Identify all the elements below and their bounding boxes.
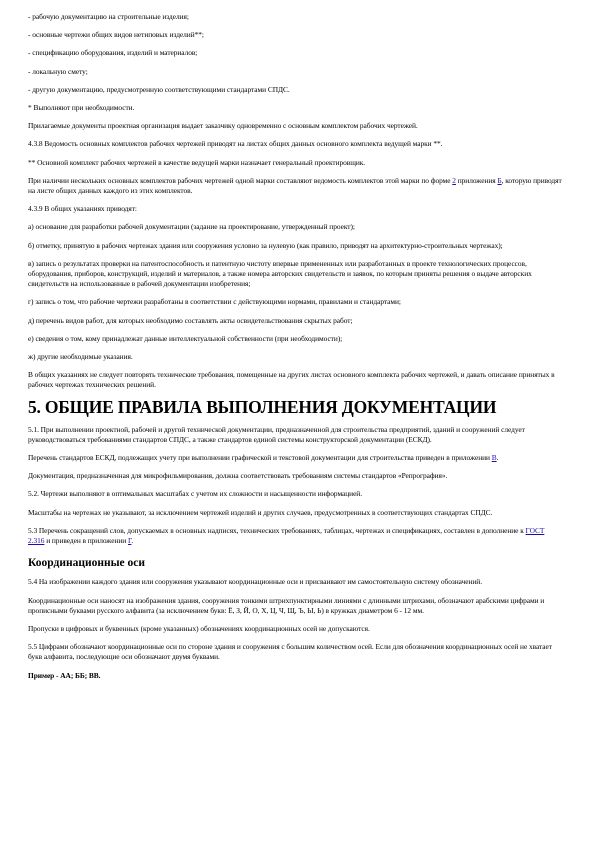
paragraph: 5.5 Цифрами обозначают координационные оси по стороне здания и сооружения с большим количеством осей. Если для обозначения координационных осей не хватает букв алфавита, последующие оси обозначают двумя буквами. [28,642,552,662]
list-item: г) запись о том, что рабочие чертежи разработаны в соответствии с действующими нормами, правилами и стандартами; [28,297,401,307]
paragraph: 5.4 На изображении каждого здания или сооружения указывают координационные оси и присваивают им самостоятельную систему обозначений. [28,577,483,587]
link-appendix-b[interactable]: Б [497,175,502,185]
paragraph: Документация, предназначенная для микрофильмирования, должна соответствовать требованиям системы стандартов «Репрография». [28,471,448,481]
paragraph: Пропуски в цифровых и буквенных (кроме указанных) обозначениях координационных осей не допускаются. [28,623,370,633]
paragraph: Прилагаемые документы проектная организация выдает заказчику одновременно с основным комплектом рабочих чертежей. [28,121,418,131]
list-item: а) основание для разработки рабочей документации (задание на проектирование, утвержденный проект); [28,222,355,232]
text: . [131,536,134,546]
list-item: д) перечень видов работ, для которых необходимо составлять акты освидетельствования скрытых работ; [28,315,353,325]
paragraph: 4.3.9 В общих указаниях приводят: [28,204,137,214]
paragraph: Координационные оси наносят на изображения здания, сооружения тонкими штрихпунктирными линиями с длинными штрихами, обозначают арабскими цифрами и прописными буквами русского алфавита (за исключением букв: Ё, З, Й, О, Х, Ц, Ч, Щ, Ъ, Ы, Ь) в кружках диаметром 6 - 12 мм. [28,595,545,615]
paragraph: В общих указаниях не следует повторять технические требования, помещенные на других листах основного комплекта рабочих чертежей, и давать описание принятых в рабочих чертежах технических решений. [28,370,555,390]
link-gost-2316[interactable]: ГОСТ 2.316 [28,525,545,546]
paragraph [28,176,562,196]
text: 5.3 Перечень сокращений слов, допускаемых в основных надписях, технических требованиях, таблицах, чертежах и спецификациях, составлен в дополнение к [28,525,526,535]
list-item: в) запись о результатах проверки на патентоспособность и патентную чистоту впервые примененных или разработанных в проекте технологических процессов, оборудования, приборов, конструкций, изделий и материалов, а также номера авторских свидетельств и заявок, по которым приняты решения о выдаче авторских свидетельств на использованные в рабочей документации изобретения; [28,258,532,289]
list-item: - другую документацию, предусмотренную соответствующими стандартами СПДС. [28,84,290,94]
section-heading: 5. ОБЩИЕ ПРАВИЛА ВЫПОЛНЕНИЯ ДОКУМЕНТАЦИИ [28,396,497,417]
paragraph [28,453,562,463]
document-page [28,12,562,681]
list-item: - спецификацию оборудования, изделий и материалов; [28,48,198,58]
example-text: Пример - АА; ББ; ВВ. [28,670,101,680]
paragraph: 5.2. Чертежи выполняют в оптимальных масштабах с учетом их сложности и насыщенности информацией. [28,489,363,499]
paragraph: 5.1. При выполнении проектной, рабочей и другой технической документации, предназначенной для строительства предприятий, зданий и сооружений следует руководствоваться требованиями стандартов СПДС, а также стандартов единой системы конструкторской документации (ЕСКД). [28,424,525,444]
footnote: ** Основной комплект рабочих чертежей в качестве ведущей марки назначает генеральный проектировщик. [28,157,366,167]
list-item: ж) другие необходимые указания. [28,352,133,362]
text: , которую приводят на листе общих данных каждого из этих комплектов. [28,175,562,196]
text: приложения [455,175,498,185]
text: При наличии нескольких основных комплектов рабочих чертежей одной марки составляют ведомость комплектов этой марки по форме [28,175,453,185]
text: и приведен в приложении [44,536,129,546]
link-appendix-v[interactable]: В [491,453,497,463]
paragraph: 4.3.8 Ведомость основных комплектов рабочих чертежей приводят на листах общих данных основного комплекта ведущей марки **. [28,139,443,149]
list-item: б) отметку, принятую в рабочих чертежах здания или сооружения условно за нулевую (как правило, приводят на архитектурно-строительных чертежах); [28,240,503,250]
list-item: - основные чертежи общих видов нетиповых изделий**; [28,30,204,40]
text: . [496,453,499,463]
list-item: - рабочую документацию на строительные изделия; [28,12,189,21]
text: Перечень стандартов ЕСКД, подлежащих учету при выполнении графической и текстовой документации для строительства приведен в приложении [28,453,492,463]
footnote: * Выполняют при необходимости. [28,103,135,113]
subsection-heading: Координационные оси [28,557,146,570]
paragraph [28,526,562,546]
paragraph: Масштабы на чертежах не указывают, за исключением чертежей изделий и других случаев, предусмотренных в соответствующих стандартах СПДС. [28,507,493,517]
link-form-2[interactable]: 2 [452,175,456,185]
link-appendix-g[interactable]: Г [128,536,132,546]
list-item: е) сведения о том, кому принадлежат данные интеллектуальной собственности (при необходимости); [28,333,343,343]
list-item: - локальную смету; [28,66,88,76]
